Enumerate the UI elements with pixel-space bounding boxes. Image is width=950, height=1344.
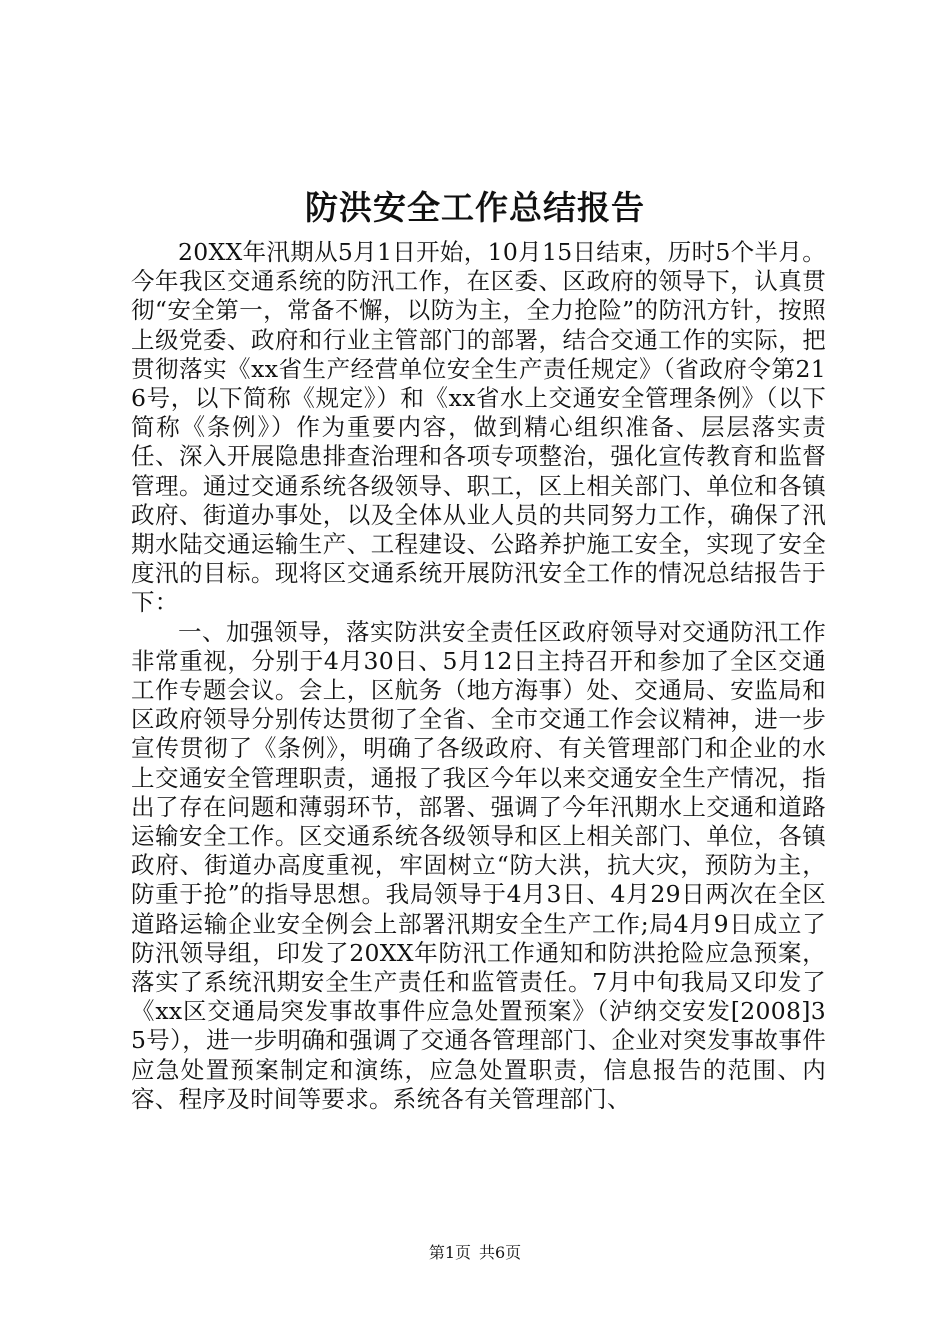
page-number: 第1页 — [428, 1243, 471, 1262]
page-total: 共6页 — [479, 1243, 522, 1262]
paragraph-section-1: 一、加强领导，落实防洪安全责任区政府领导对交通防汛工作非常重视，分别于4月30日、5月12日主持召开和参加了全区交通工作专题会议。会上，区航务（地方海事）处、交通局、安监局和区政府领导分别传达贯彻了全省、全市交通工作会议精神，进一步宣传贯彻了《条例》，明确了各级政府、有关管理部门和企业的水上交通安全管理职责，通报了我区今年以来交通安全生产情况，指出了存在问题和薄弱环节，部署、强调了今年汛期水上交通和道路运输安全工作。区交通系统各级领导和区上相关部门、单位，各镇政府、街道办高度重视，牢固树立“防大洪，抗大灾，预防为主，防重于抢”的指导思想。我局领导于4月3日、4月29日两次在全区道路运输企业安全例会上部署汛期安全生产工作;局4月9日成立了防汛领导组，印发了20XX年防汛工作通知和防洪抢险应急预案，落实了系统汛期安全生产责任和监管责任。7月中旬我局又印发了《xx区交通局突发事故事件应急处置预案》（泸纳交安发[2008]35号），进一步明确和强调了交通各管理部门、企业对突发事故事件应急处置预案制定和演练，应急处置职责，信息报告的范围、内容、程序及时间等要求。系统各有关管理部门、 — [131, 617, 826, 1113]
page-footer — [0, 1242, 950, 1264]
document-body — [131, 238, 826, 1114]
document-title: 防洪安全工作总结报告 — [305, 188, 645, 227]
paragraph-intro: 20XX年汛期从5月1日开始，10月15日结束，历时5个半月。今年我区交通系统的防汛工作，在区委、区政府的领导下，认真贯彻“安全第一，常备不懈，以防为主，全力抢险”的防汛方针，按照上级党委、政府和行业主管部门的部署，结合交通工作的实际，把贯彻落实《xx省生产经营单位安全生产责任规定》（省政府令第216号，以下简称《规定》）和《xx省水上交通安全管理条例》（以下简称《条例》）作为重要内容，做到精心组织准备、层层落实责任、深入开展隐患排查治理和各项专项整治，强化宣传教育和监督管理。通过交通系统各级领导、职工，区上相关部门、单位和各镇政府、街道办事处，以及全体从业人员的共同努力工作，确保了汛期水陆交通运输生产、工程建设、公路养护施工安全，实现了安全度汛的目标。现将区交通系统开展防汛安全工作的情况总结报告于下： — [131, 238, 826, 617]
